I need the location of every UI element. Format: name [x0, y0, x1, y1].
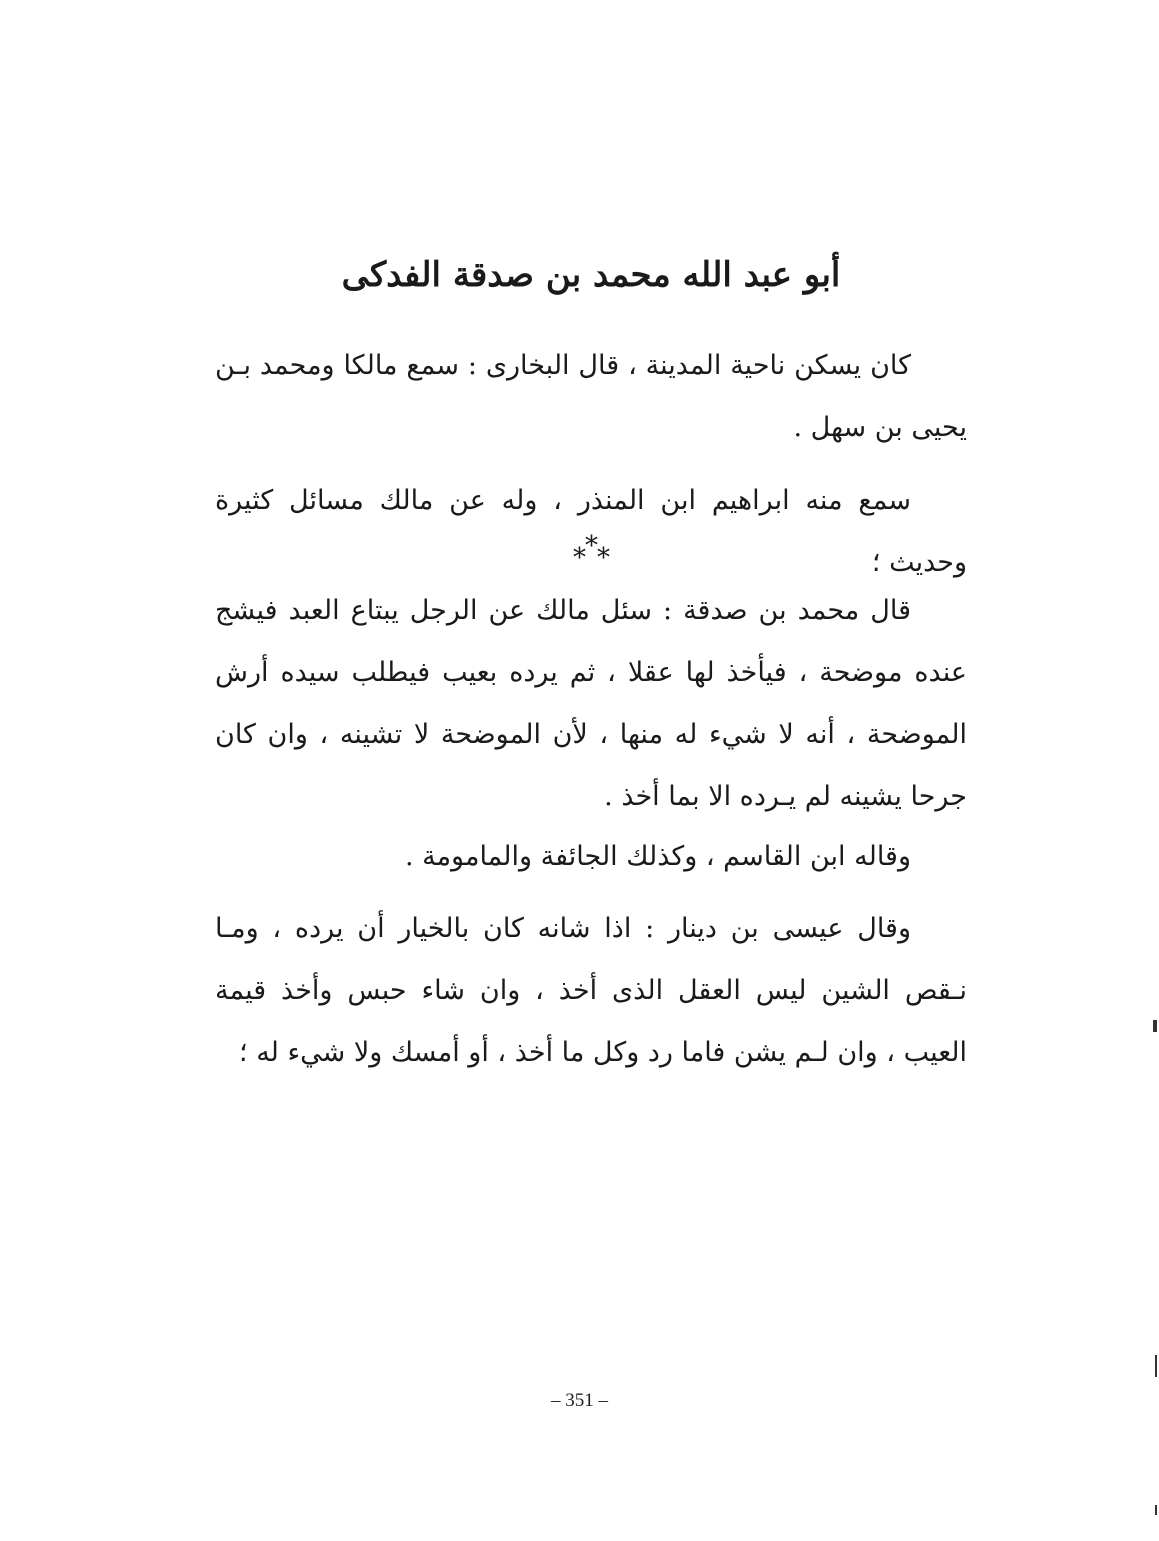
page-number: – 351 –	[551, 1390, 608, 1411]
scan-edge-mark	[1153, 1020, 1157, 1032]
scan-edge-mark	[1155, 1505, 1157, 1515]
paragraph-students: سمع منه ابراهيم ابن المنذر ، وله عن مالك مسائل كثيرة وحديث ؛	[215, 485, 967, 578]
paragraph-residence: كان يسكن ناحية المدينة ، قال البخارى : سمع مالكا ومحمد بـن يحيى بن سهل .	[215, 350, 967, 443]
paragraph-ruling: قال محمد بن صدقة : سئل مالك عن الرجل يبتاع العبد فيشج عنده موضحة ، فيأخذ لها عقلا ، ثم يرده بعيب فيطلب سيده أرش الموضحة ، أنه لا شيء له منها ، لأن الموضحة لا تشينه ، وان كان جرحا يشينه لم يـرده الا بما أخذ .	[215, 595, 967, 812]
paragraph-isa-ibn-dinar: وقال عيسى بن دينار : اذا شانه كان بالخيار أن يرده ، ومـا نـقص الشين ليس العقل الذى أخذ ، وان شاء حبس وأخذ قيمة العيب ، وان لـم يشن فاما رد وكل ما أخذ ، أو أمسك ولا شيء له ؛	[215, 913, 967, 1068]
page-title: أبو عبد الله محمد بن صدقة الفدكى	[341, 255, 841, 295]
scan-edge-mark	[1155, 1355, 1157, 1377]
section-separator	[215, 530, 967, 576]
asterism: * * *	[573, 531, 610, 573]
paragraph-ibn-qasim: وقاله ابن القاسم ، وكذلك الجائفة والمامومة .	[404, 841, 911, 872]
